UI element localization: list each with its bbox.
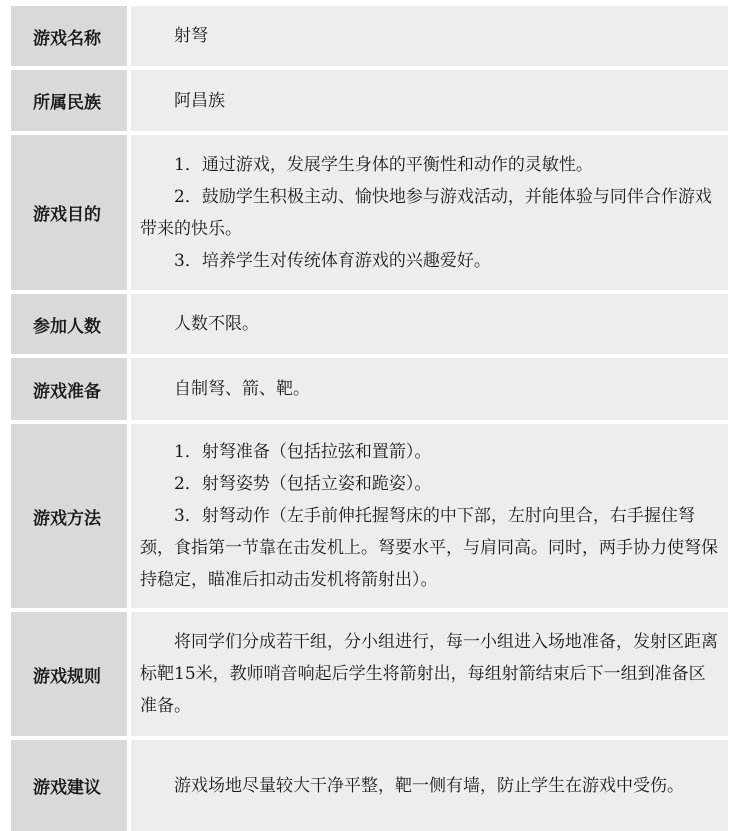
row-content xyxy=(131,6,728,66)
row-content xyxy=(131,740,728,831)
content-paragraph: 1．射弩准备（包括拉弦和置箭）。 xyxy=(174,442,432,462)
table-row-name xyxy=(11,6,728,66)
content-paragraph: 2．射弩姿势（包括立姿和跪姿）。 xyxy=(174,474,432,494)
table-row-ethnic-group xyxy=(11,70,728,131)
row-label: 游戏方法 xyxy=(11,424,127,608)
row-content xyxy=(131,294,728,354)
row-content xyxy=(131,424,728,608)
table-row-preparation xyxy=(11,358,728,420)
row-content xyxy=(131,358,728,420)
row-label: 游戏规则 xyxy=(11,612,127,736)
row-label: 所属民族 xyxy=(11,70,127,131)
table-row-purpose xyxy=(11,135,728,290)
row-label: 游戏目的 xyxy=(11,135,127,290)
row-content xyxy=(131,612,728,736)
row-label: 游戏名称 xyxy=(11,6,127,66)
row-label: 游戏建议 xyxy=(11,740,127,831)
row-label: 参加人数 xyxy=(11,294,127,354)
row-label: 游戏准备 xyxy=(11,358,127,420)
content-paragraph: 游戏场地尽量较大干净平整，靶一侧有墙，防止学生在游戏中受伤。 xyxy=(174,775,684,796)
content-paragraph: 3．培养学生对传统体育游戏的兴趣爱好。 xyxy=(174,250,491,271)
content-paragraph: 3．射弩动作（左手前伸托握弩床的中下部，左肘向里合，右手握住弩颈，食指第一节靠在击发机上。弩要水平，与肩同高。同时，两手协力使弩保持稳定，瞄准后扣动击发机将箭射出）。 xyxy=(140,506,718,590)
table-row-participants xyxy=(11,294,728,354)
table-row-method xyxy=(11,424,728,608)
content-paragraph: 射弩 xyxy=(174,26,208,46)
table-row-suggestions xyxy=(11,740,728,831)
row-content xyxy=(131,70,728,131)
content-paragraph: 将同学们分成若干组，分小组进行，每一小组进入场地准备，发射区距离标靶15米，教师哨音响起后学生将箭射出，每组射箭结束后下一组到准备区准备。 xyxy=(140,632,718,716)
row-content xyxy=(131,135,728,290)
content-paragraph: 2．鼓励学生积极主动、愉快地参与游戏活动，并能体验与同伴合作游戏带来的快乐。 xyxy=(140,186,712,239)
content-paragraph: 阿昌族 xyxy=(174,90,225,111)
content-paragraph: 人数不限。 xyxy=(174,314,259,334)
table-row-rules xyxy=(11,612,728,736)
content-paragraph: 自制弩、箭、靶。 xyxy=(174,379,310,399)
content-paragraph: 1．通过游戏，发展学生身体的平衡性和动作的灵敏性。 xyxy=(174,154,593,175)
